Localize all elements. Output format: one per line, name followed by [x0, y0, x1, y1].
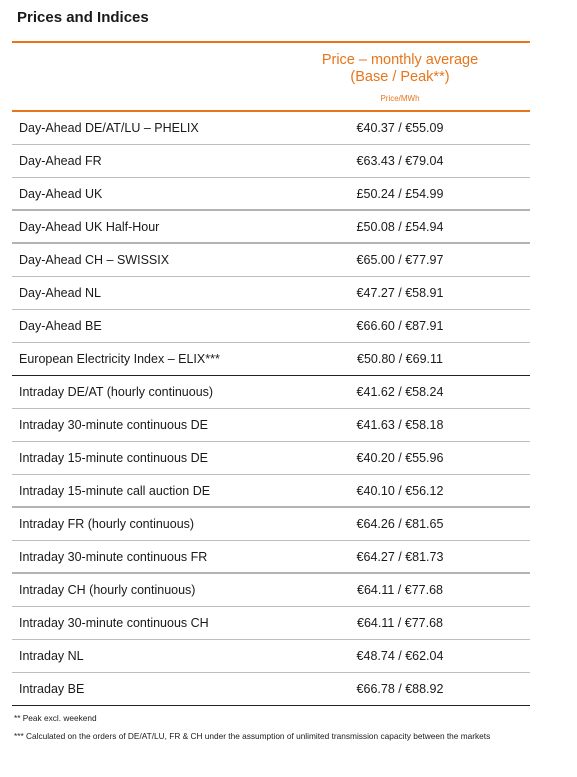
table-row — [12, 541, 530, 574]
row-price: €41.62 / €58.24 — [356, 385, 444, 399]
row-name: Intraday 30-minute continuous CH — [19, 616, 209, 630]
price-header-line1: Price – monthly average — [321, 52, 479, 68]
row-price: €40.10 / €56.12 — [356, 484, 444, 498]
page-title: Prices and Indices — [17, 9, 149, 26]
price-unit-label: Price/MWh — [380, 94, 420, 103]
row-price: €40.20 / €55.96 — [356, 451, 444, 465]
table-row — [12, 244, 530, 277]
table-row — [12, 508, 530, 541]
prices-table — [12, 41, 530, 706]
table-row — [12, 145, 530, 178]
row-name: Intraday 30-minute continuous FR — [19, 550, 208, 564]
row-price: £50.08 / £54.94 — [356, 220, 444, 234]
table-row — [12, 277, 530, 310]
table-row — [12, 442, 530, 475]
row-price: €66.60 / €87.91 — [356, 319, 444, 333]
table-row — [12, 640, 530, 673]
table-row — [12, 343, 530, 376]
row-price: €64.11 / €77.68 — [357, 583, 443, 597]
table-row — [12, 178, 530, 211]
row-price: £50.24 / £54.99 — [356, 187, 444, 201]
row-name: Intraday FR (hourly continuous) — [19, 517, 195, 531]
table-row — [12, 211, 530, 244]
row-price: €48.74 / €62.04 — [356, 649, 444, 663]
row-name: Intraday DE/AT (hourly continuous) — [19, 385, 214, 399]
row-name: Day-Ahead UK Half-Hour — [19, 220, 160, 234]
row-name: European Electricity Index – ELIX*** — [19, 352, 220, 366]
row-name: Intraday 15-minute continuous DE — [19, 451, 208, 465]
price-column-header — [289, 52, 511, 86]
table-row — [12, 310, 530, 343]
row-name: Intraday NL — [19, 649, 84, 663]
row-price: €66.78 / €88.92 — [356, 682, 444, 696]
row-name: Intraday CH (hourly continuous) — [19, 583, 196, 597]
row-price: €47.27 / €58.91 — [356, 286, 444, 300]
row-name: Day-Ahead FR — [19, 154, 102, 168]
price-header-line2: (Base / Peak**) — [350, 69, 450, 85]
row-name: Day-Ahead DE/AT/LU – PHELIX — [19, 121, 199, 135]
row-name: Day-Ahead NL — [19, 286, 101, 300]
table-row — [12, 673, 530, 706]
table-header — [12, 43, 530, 112]
table-row — [12, 607, 530, 640]
row-name: Intraday 30-minute continuous DE — [19, 418, 208, 432]
row-price: €64.26 / €81.65 — [356, 517, 444, 531]
row-price: €40.37 / €55.09 — [356, 121, 444, 135]
table-row — [12, 574, 530, 607]
row-name: Day-Ahead BE — [19, 319, 102, 333]
footnote-elix: *** Calculated on the orders of DE/AT/LU, FR & CH under the assumption of unlimited transmission capacity between the markets — [14, 731, 491, 741]
row-price: €64.11 / €77.68 — [357, 616, 443, 630]
row-price: €63.43 / €79.04 — [356, 154, 444, 168]
row-price: €65.00 / €77.97 — [356, 253, 444, 267]
row-name: Intraday 15-minute call auction DE — [19, 484, 211, 498]
row-price: €41.63 / €58.18 — [356, 418, 444, 432]
row-name: Intraday BE — [19, 682, 85, 696]
table-row — [12, 376, 530, 409]
row-price: €64.27 / €81.73 — [356, 550, 444, 564]
row-price: €50.80 / €69.11 — [357, 352, 443, 366]
row-name: Day-Ahead CH – SWISSIX — [19, 253, 170, 267]
row-name: Day-Ahead UK — [19, 187, 103, 201]
table-row — [12, 409, 530, 442]
table-row — [12, 475, 530, 508]
footnote-peak: ** Peak excl. weekend — [14, 713, 97, 723]
table-row — [12, 112, 530, 145]
